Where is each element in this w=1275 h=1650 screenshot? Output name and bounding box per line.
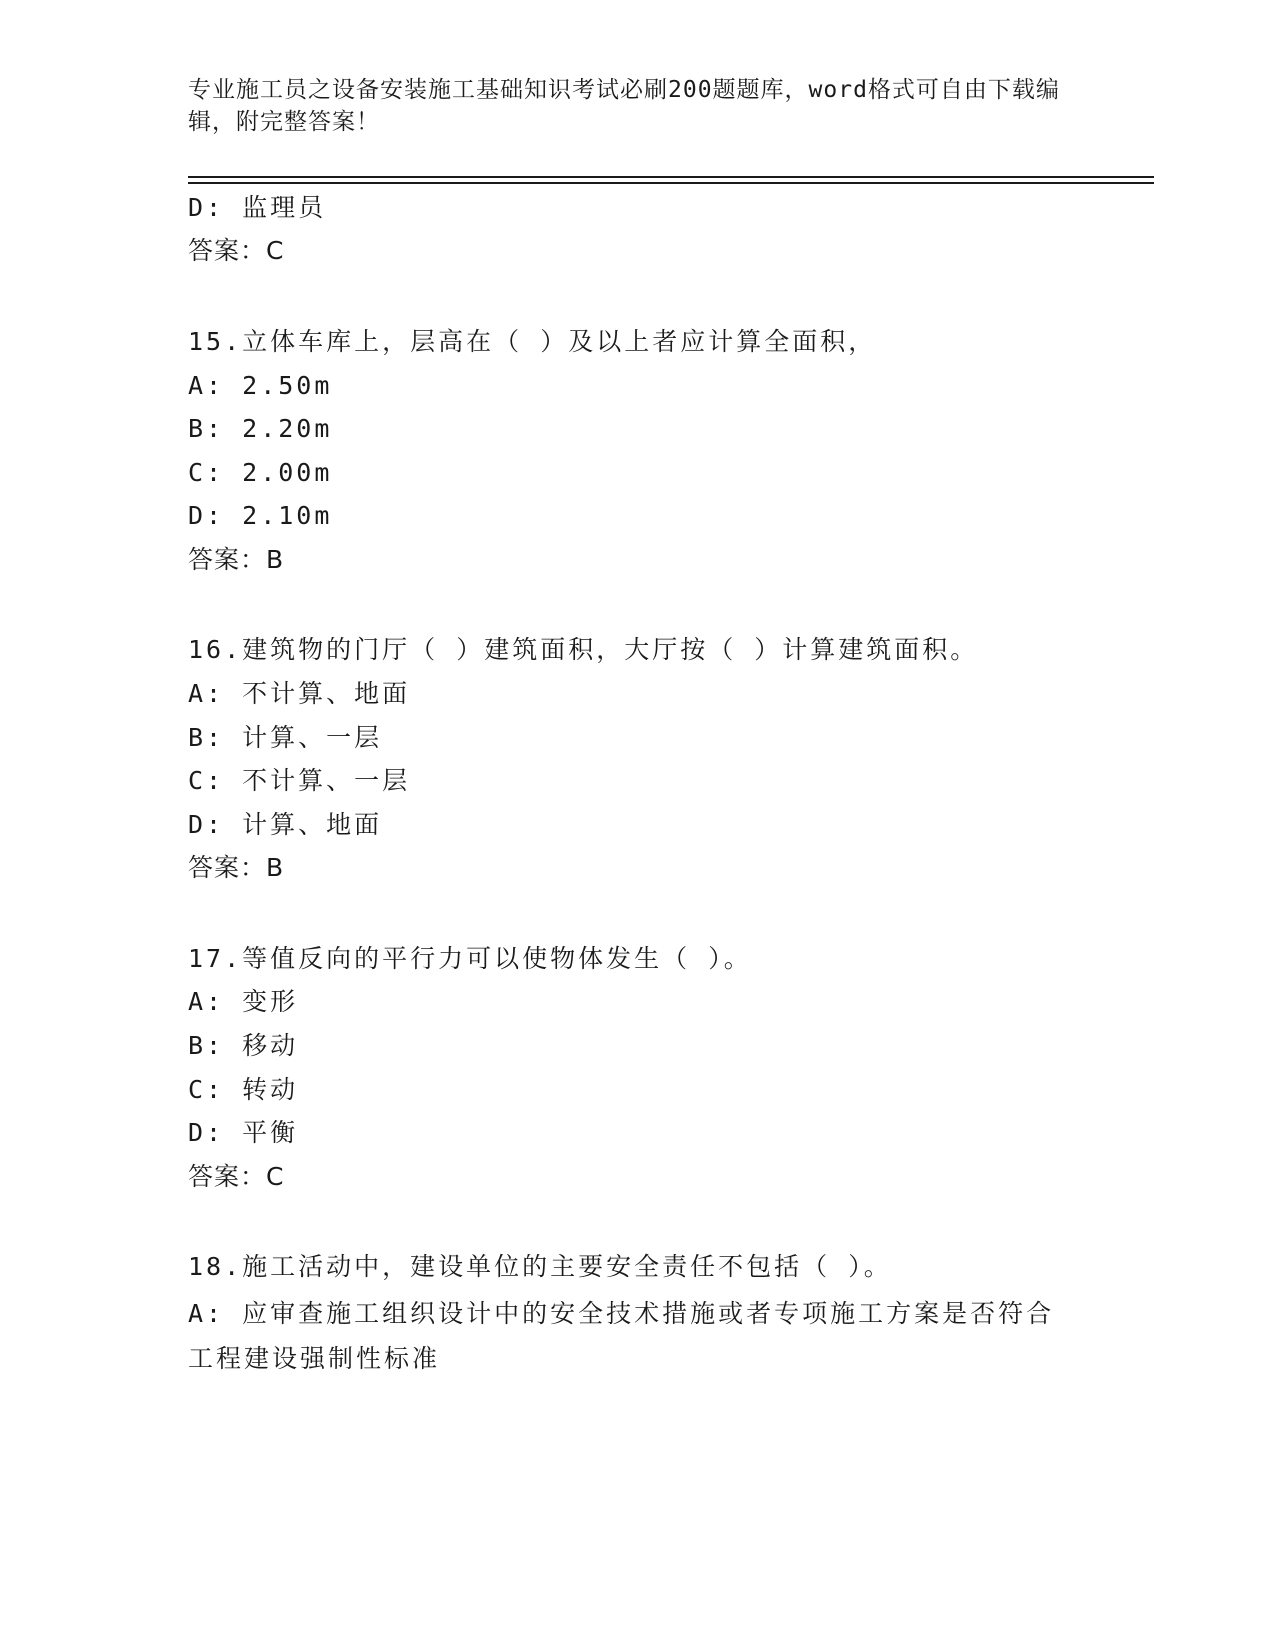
q16-option-a: A: 不计算、地面: [188, 679, 411, 708]
q15-option-b: B: 2.20m: [188, 414, 333, 443]
q17-option-a: A: 变形: [188, 987, 299, 1016]
q16-question: 16.建筑物的门厅（ ）建筑面积，大厅按（ ）计算建筑面积。: [188, 635, 979, 664]
header-rule-bottom: [188, 182, 1154, 184]
q17-option-d: D: 平衡: [188, 1118, 299, 1147]
q15-option-d: D: 2.10m: [188, 501, 333, 530]
q15-answer: 答案：B: [188, 545, 285, 574]
q16-answer: 答案：B: [188, 853, 285, 882]
document-header-title: 专业施工员之设备安装施工基础知识考试必刷200题题库，word格式可自由下载编辑，附完整答案！: [188, 77, 1060, 135]
header-rule-top: [188, 176, 1154, 178]
q15-question: 15.立体车库上，层高在（ ）及以上者应计算全面积，: [188, 327, 877, 356]
q14-answer: 答案：C: [188, 236, 285, 265]
q16-option-b: B: 计算、一层: [188, 723, 383, 752]
q17-question: 17.等值反向的平行力可以使物体发生（ ）。: [188, 944, 752, 973]
q16-option-d: D: 计算、地面: [188, 810, 383, 839]
q17-answer: 答案：C: [188, 1162, 285, 1191]
q15-option-c: C: 2.00m: [188, 458, 333, 487]
q18-option-a: A: 应审查施工组织设计中的安全技术措施或者专项施工方案是否符合工程建设强制性标准: [188, 1299, 1055, 1373]
q16-option-c: C: 不计算、一层: [188, 766, 411, 795]
q18-question: 18.施工活动中，建设单位的主要安全责任不包括（ ）。: [188, 1252, 892, 1281]
q17-option-c: C: 转动: [188, 1075, 299, 1104]
q14-option-d: D: 监理员: [188, 193, 327, 222]
q15-option-a: A: 2.50m: [188, 371, 333, 400]
q17-option-b: B: 移动: [188, 1031, 299, 1060]
